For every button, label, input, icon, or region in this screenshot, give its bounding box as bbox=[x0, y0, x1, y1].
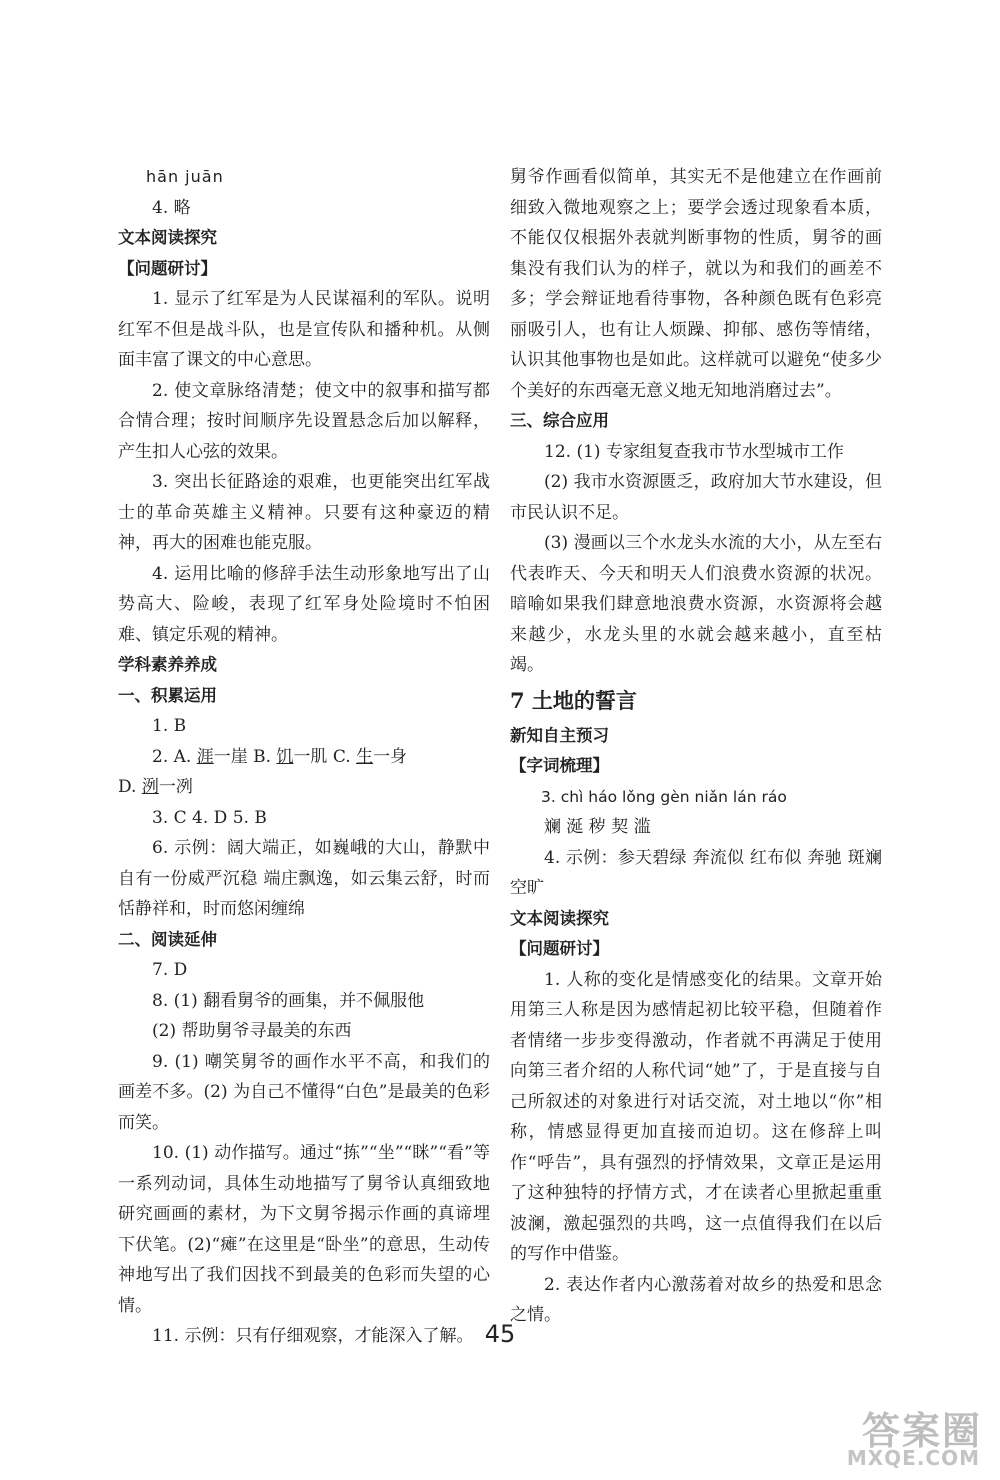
underlined-character: 涯 bbox=[196, 746, 214, 767]
answer-paragraph: 1. 人称的变化是情感变化的结果。文章开始用第三人称是因为感情起初比较平稳，但随着作者情绪一步步变得激动，作者就不再满足于使用向第三者介绍的人称代词“她”了，于是直接与自己所叙述的对象进行对话交流，对土地以“你”相称，情感显得更加直接而迫切。这在修辞上叫作“呼告”，具有强烈的抒情效果，文章正是运用了这种独特的抒情方式，才在读者心里掀起重重波澜，激起强烈的共鸣，这一点值得我们在以后的写作中借鉴。 bbox=[510, 969, 882, 1264]
underlined-character: 饥 bbox=[276, 746, 294, 767]
section-heading-text-reading: 文本阅读探究 bbox=[510, 908, 609, 928]
watermark-url: MXQE.COM bbox=[846, 1446, 980, 1470]
answer-line: 3. C 4. D 5. B bbox=[152, 807, 267, 828]
answer-line: 8. (1) 翻看舅爷的画集，并不佩服他 bbox=[152, 990, 425, 1011]
subheading-comprehensive: 三、综合应用 bbox=[510, 411, 609, 430]
subheading-accumulation: 一、积累运用 bbox=[118, 685, 217, 705]
subheading-vocabulary: 【字词梳理】 bbox=[510, 756, 609, 775]
answer-paragraph: (2) 我市水资源匮乏，政府加大节水建设，但市民认识不足。 bbox=[510, 472, 882, 523]
answer-paragraph: 舅爷作画看似简单，其实无不是他建立在作画前细致入微地观察之上；要学会透过现象看本质，不能仅仅根据外表就判断事物的性质，舅爷的画集没有我们认为的样子，就以为和我们的画差不多；学会辩证地看待事物，各种颜色既有色彩亮丽吸引人，也有让人烦躁、抑郁、感伤等情绪，认识其他事物也是如此。这样就可以避免“使多少个美好的东西毫无意义地无知地消磨过去”。 bbox=[510, 167, 882, 401]
answer-line: 7. D bbox=[152, 960, 188, 980]
pinyin-line: 3. chì háo lǒng gèn niǎn lán ráo bbox=[541, 787, 787, 806]
answer-paragraph: 2. 使文章脉络清楚；使文中的叙事和描写都合情合理；按时间顺序先设置悬念后加以解释，产生扣人心弦的效果。 bbox=[118, 380, 490, 462]
subheading-reading-extension: 二、阅读延伸 bbox=[118, 929, 217, 949]
underlined-character: 洌 bbox=[141, 777, 159, 797]
left-column bbox=[118, 162, 490, 1352]
answer-paragraph: 11. 示例：只有仔细观察，才能深入了解。 bbox=[152, 1326, 474, 1346]
answer-paragraph: 2. 表达作者内心激荡着对故乡的热爱和思念之情。 bbox=[510, 1274, 882, 1325]
subheading-question-discussion: 【问题研讨】 bbox=[118, 258, 217, 278]
answer-4: 4. 略 bbox=[152, 197, 191, 218]
answer-text: 一肌 C. bbox=[293, 746, 357, 767]
answer-paragraph: (3) 漫画以三个水龙头水流的大小，从左至右代表昨天、今天和明天人们浪费水资源的状况。暗喻如果我们肆意地浪费水资源，水资源将会越来越少，水龙头里的水就会越来越小，直至枯竭。 bbox=[510, 533, 882, 675]
answer-line: (2) 帮助舅爷寻最美的东西 bbox=[152, 1021, 352, 1041]
pinyin-line: hān juān bbox=[146, 167, 224, 186]
underlined-character: 生 bbox=[356, 746, 374, 767]
character-line: 斓 涎 秽 契 滥 bbox=[544, 817, 651, 837]
answer-paragraph: 9. (1) 嘲笑舅爷的画作水平不高，和我们的画差不多。(2) 为自己不懂得“白色”是最美的色彩而笑。 bbox=[118, 1051, 490, 1133]
lesson-title: 7 土地的誓言 bbox=[510, 687, 637, 713]
answer-text: 一冽 bbox=[158, 777, 193, 797]
watermark-logo bbox=[838, 1398, 988, 1470]
answer-paragraph: 6. 示例：阔大端正，如巍峨的大山，静默中自有一份威严沉稳 端庄飘逸，如云集云舒，时而恬静祥和，时而悠闲缠绵 bbox=[118, 838, 490, 919]
answer-paragraph: 3. 突出长征路途的艰难，也更能突出红军战士的革命英雄主义精神。只要有这种豪迈的精神，再大的困难也能克服。 bbox=[118, 472, 490, 553]
answer-text: 一崖 B. bbox=[213, 746, 277, 767]
answer-paragraph: 10. (1) 动作描写。通过“拣”“坐”“眯”“看”等一系列动词，具体生动地描写了舅爷认真细致地研究画画的素材，为下文舅爷揭示作画的真谛埋下伏笔。(2)“瘫”在这里是“卧坐”的意思，生动传神地写出了我们因找不到最美的色彩而失望的心情。 bbox=[118, 1143, 490, 1316]
section-heading-preview: 新知自主预习 bbox=[510, 725, 609, 745]
page-number: 45 bbox=[484, 1320, 516, 1348]
answer-paragraph: 1. 显示了红军是为人民谋福利的军队。说明红军不但是战斗队，也是宣传队和播种机。从侧面丰富了课文的中心意思。 bbox=[118, 289, 490, 370]
section-heading-text-reading: 文本阅读探究 bbox=[118, 228, 217, 247]
section-heading-literacy: 学科素养养成 bbox=[118, 655, 217, 674]
answer-line-with-underline bbox=[118, 772, 490, 803]
subheading-question-discussion: 【问题研讨】 bbox=[510, 939, 609, 958]
watermark-text: 答案圈 bbox=[861, 1409, 982, 1453]
answer-text: 2. A. bbox=[152, 746, 197, 767]
answer-line-with-underline bbox=[118, 742, 490, 773]
answer-line: 12. (1) 专家组复查我市节水型城市工作 bbox=[544, 441, 844, 462]
right-column bbox=[510, 162, 882, 1331]
answer-line: 1. B bbox=[152, 716, 187, 736]
answer-paragraph: 4. 示例：参天碧绿 奔流似 红布似 奔驰 斑斓 空旷 bbox=[510, 847, 882, 898]
answer-text: 一身 bbox=[373, 746, 408, 767]
answer-paragraph: 4. 运用比喻的修辞手法生动形象地写出了山势高大、险峻，表现了红军身处险境时不怕困难、镇定乐观的精神。 bbox=[118, 563, 490, 645]
answer-text: D. bbox=[118, 777, 142, 797]
